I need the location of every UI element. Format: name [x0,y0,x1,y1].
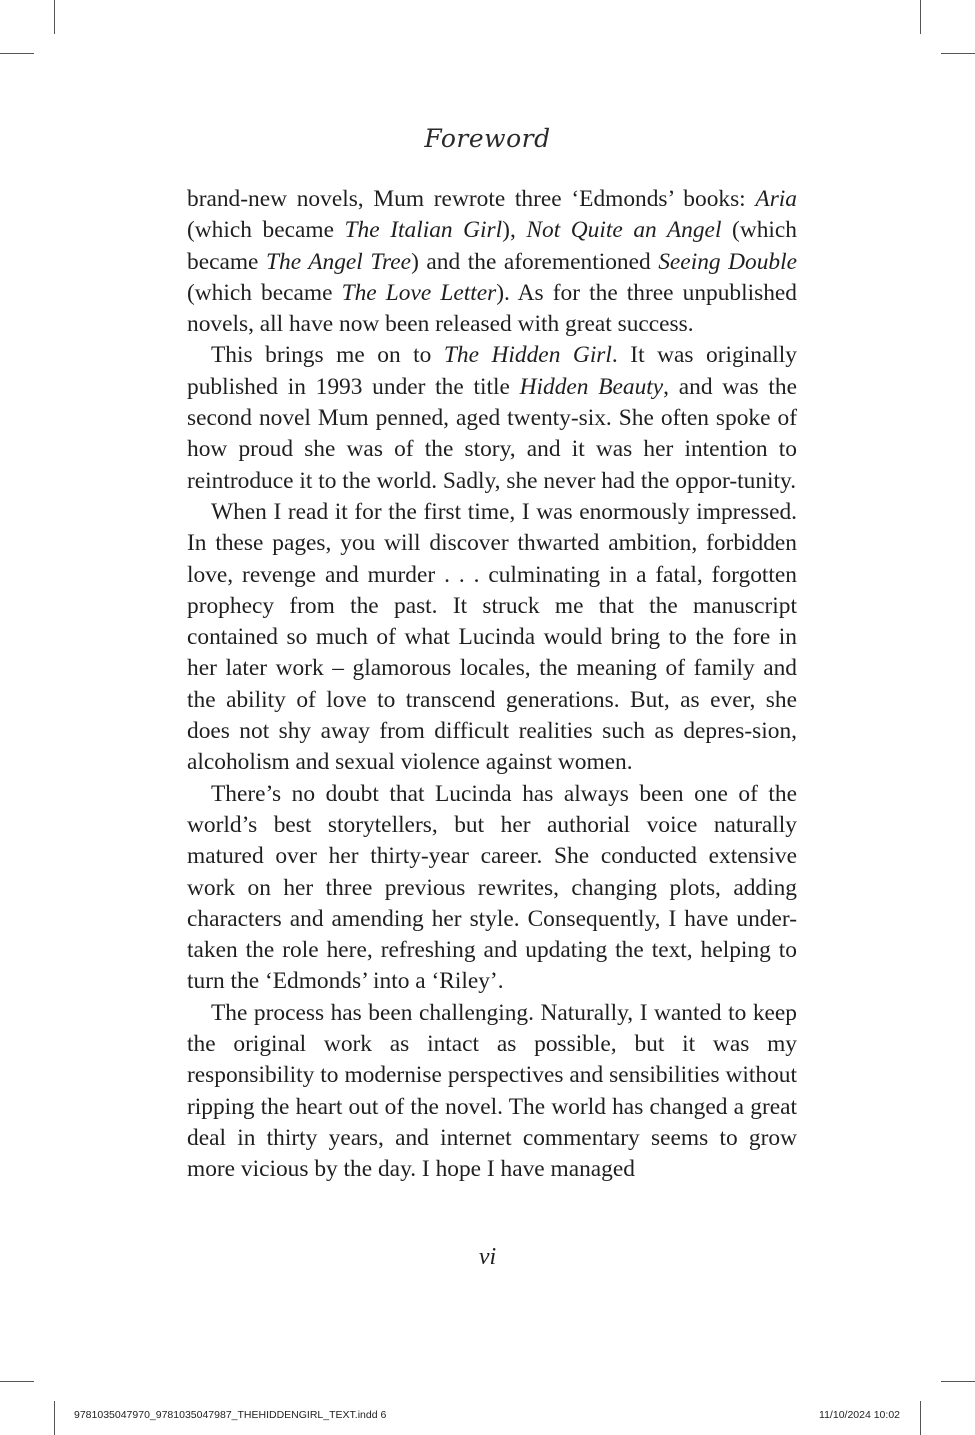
text-run: . It was originally published in 1993 under the title [187,342,797,400]
italic-title: The Hidden Girl [443,342,612,369]
running-head: Foreword [424,124,551,153]
italic-title: Seeing Double [658,248,798,275]
crop-mark-top-right-h [941,53,975,54]
body-text [187,184,797,1186]
paragraph [187,340,797,496]
text-run: ), [502,217,527,244]
paragraph [187,779,797,998]
text-run: There’s no doubt that Lucinda has always been one of the world’s best storytellers, but her authorial voice naturally matured over her thirty-year career. She conducted extensive work on her three previous rewrites, changing plots, adding characters and amending her style. Consequently, I have under-taken the role here, refreshing and updating the text, helping to turn the ‘Edmonds’ into a ‘Riley’. [187,780,797,995]
text-run: (which became [187,217,797,275]
italic-title: Not Quite an Angel [526,217,722,244]
crop-mark-top-left-h [0,53,34,54]
crop-mark-top-right [920,0,921,34]
slug-filename: 9781035047970_9781035047987_THEHIDDENGIRL_TEXT.indd 6 [74,1409,387,1421]
italic-title: The Love Letter [341,279,497,306]
text-run: brand-new novels, Mum rewrote three ‘Edmonds’ books: [187,186,756,212]
text-run: ). As for the three unpublished novels, all have now been released with great success. [187,279,798,338]
italic-title: Hidden Beauty [519,373,664,400]
text-run: ) and the aforementioned [411,248,659,275]
text-run: , and was the second novel Mum penned, aged twenty-six. She often spoke of how proud she was of the story, and it was her intention to reintroduce it to the world. Sadly, she never had the oppor-tunity. [187,373,797,494]
paragraph [187,998,797,1186]
italic-title: The Italian Girl [344,217,503,244]
slug-datetime: 11/10/2024 10:02 [819,1409,900,1421]
paragraph [187,184,797,340]
text-run: (which became [187,279,342,306]
crop-mark-top-left [54,0,55,34]
paragraph [187,497,797,779]
crop-mark-bottom-right [920,1401,921,1435]
italic-title: Aria [755,186,797,212]
text-run: When I read it for the first time, I was enormously impressed. In these pages, you will discover thwarted ambition, forbidden love, revenge and murder . . . culminating in a fatal, forgotten prophecy from the past. It struck me that the manuscript contained so much of what Lucinda would bring to the fore in her later work – glamorous locales, the meaning of family and the ability of love to transcend generations. But, as ever, she does not shy away from difficult realities such as depres-sion, alcoholism and sexual violence against women. [187,498,797,776]
text-run: This brings me on to [211,342,444,369]
crop-mark-bottom-left-h [0,1381,34,1382]
italic-title: The Angel Tree [265,248,412,275]
crop-mark-bottom-right-h [941,1381,975,1382]
page-number: vi [478,1244,497,1270]
text-run: (which became [187,217,345,244]
text-run: The process has been challenging. Naturally, I wanted to keep the original work as intact as possible, but it was my responsibility to modernise perspectives and sensibilities without ripping the heart out of the novel. The world has changed a great deal in thirty years, and internet commentary seems to grow more vicious by the day. I hope I have managed [187,999,797,1183]
crop-mark-bottom-left [54,1401,55,1435]
